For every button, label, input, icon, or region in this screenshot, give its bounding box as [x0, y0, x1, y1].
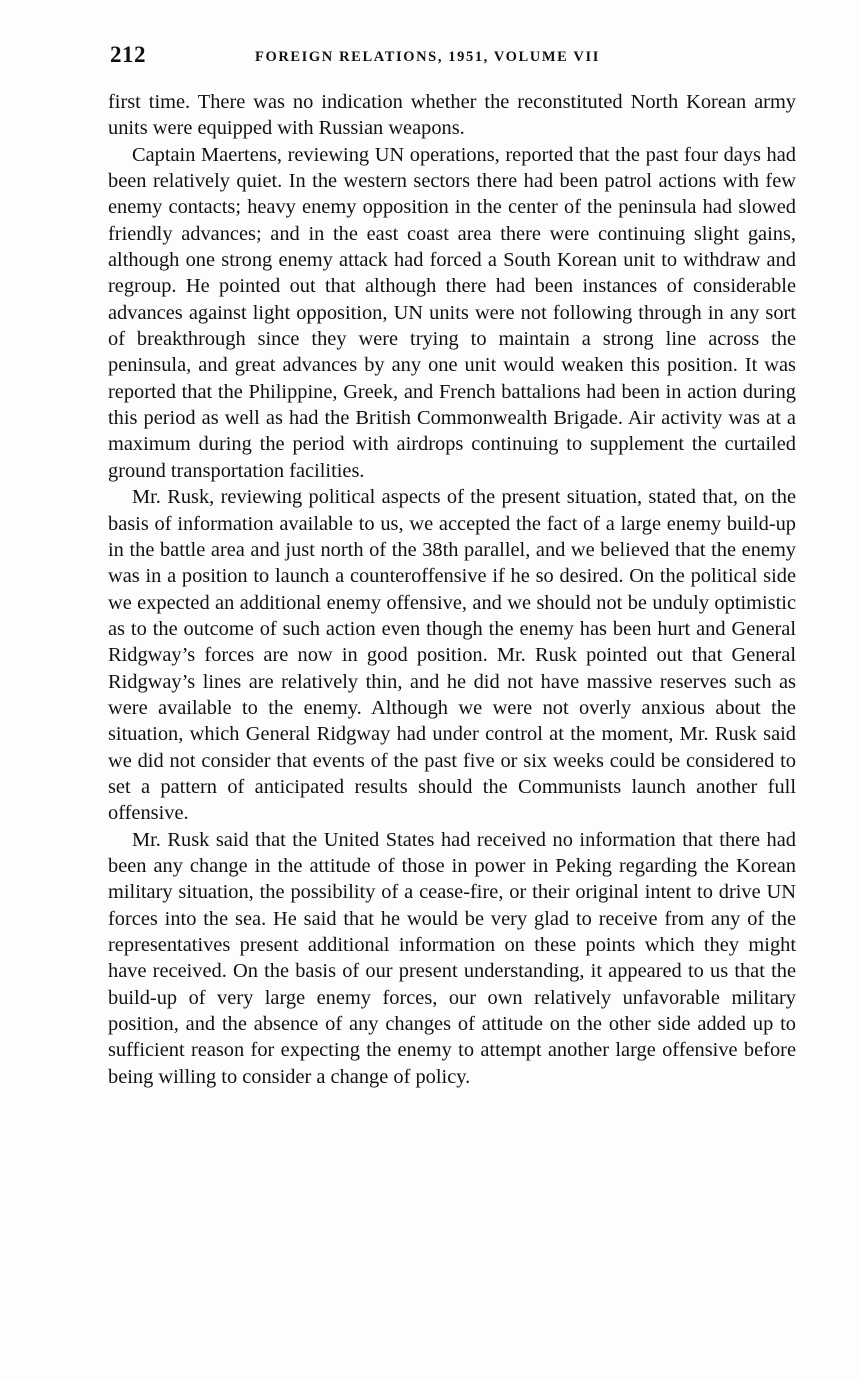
paragraph-un-operations: Captain Maertens, reviewing UN operations, reported that the past four days had been relatively quiet. In the western sectors there had been patrol actions with few enemy contacts; heavy enemy opposition in the center of the peninsula had slowed friendly advances; and in the east coast area there were continuing slight gains, although one strong enemy attack had forced a South Korean unit to withdraw and regroup. He pointed out that although there had been instances of considerable advances against light opposition, UN units were not following through in any sort of breakthrough since they were trying to maintain a strong line across the peninsula, and great advances by any one unit would weaken this position. It was reported that the Philippine, Greek, and French battalions had been in action during this period as well as had the British Commonwealth Brigade. Air activity was at a maximum during the period with airdrops continuing to supplement the curtailed ground transportation facilities.: [108, 143, 796, 482]
paragraph-continuation: first time. There was no indication whether the reconstituted North Korean army units were equipped with Russian weapons.: [108, 91, 796, 140]
page-header: [110, 42, 800, 74]
page-number: 212: [110, 42, 146, 67]
running-title: FOREIGN RELATIONS, 1951, VOLUME VII: [255, 49, 600, 65]
paragraph-political-aspects: Mr. Rusk, reviewing political aspects of the present situation, stated that, on the basis of information available to us, we accepted the fact of a large enemy build-up in the battle area and just north of the 38th parallel, and we believed that the enemy was in a position to launch a counteroffensive if he so desired. On the political side we expected an additional enemy offensive, and we should not be unduly optimistic as to the outcome of such action even though the enemy has been hurt and General Ridgway’s forces are now in good position. Mr. Rusk pointed out that General Ridgway’s lines are relatively thin, and he did not have massive reserves such as were available to the enemy. Although we were not overly anxious about the situation, which General Ridgway had under control at the moment, Mr. Rusk said we did not consider that events of the past five or six weeks could be considered to set a pattern of anticipated results should the Communists launch another full offensive.: [108, 486, 796, 825]
paragraph-peking-attitude: Mr. Rusk said that the United States had received no information that there had been any change in the attitude of those in power in Peking regarding the Korean military situation, the possibility of a cease-fire, or their original intent to drive UN forces into the sea. He said that he would be very glad to receive from any of the representatives present additional information on these points which they might have received. On the basis of our present understanding, it appeared to us that the build-up of very large enemy forces, our own relatively unfavorable military position, and the absence of any changes of attitude on the other side added up to sufficient reason for expecting the enemy to attempt another large offensive before being willing to consider a change of policy.: [108, 828, 796, 1088]
body-text: [108, 89, 796, 1090]
